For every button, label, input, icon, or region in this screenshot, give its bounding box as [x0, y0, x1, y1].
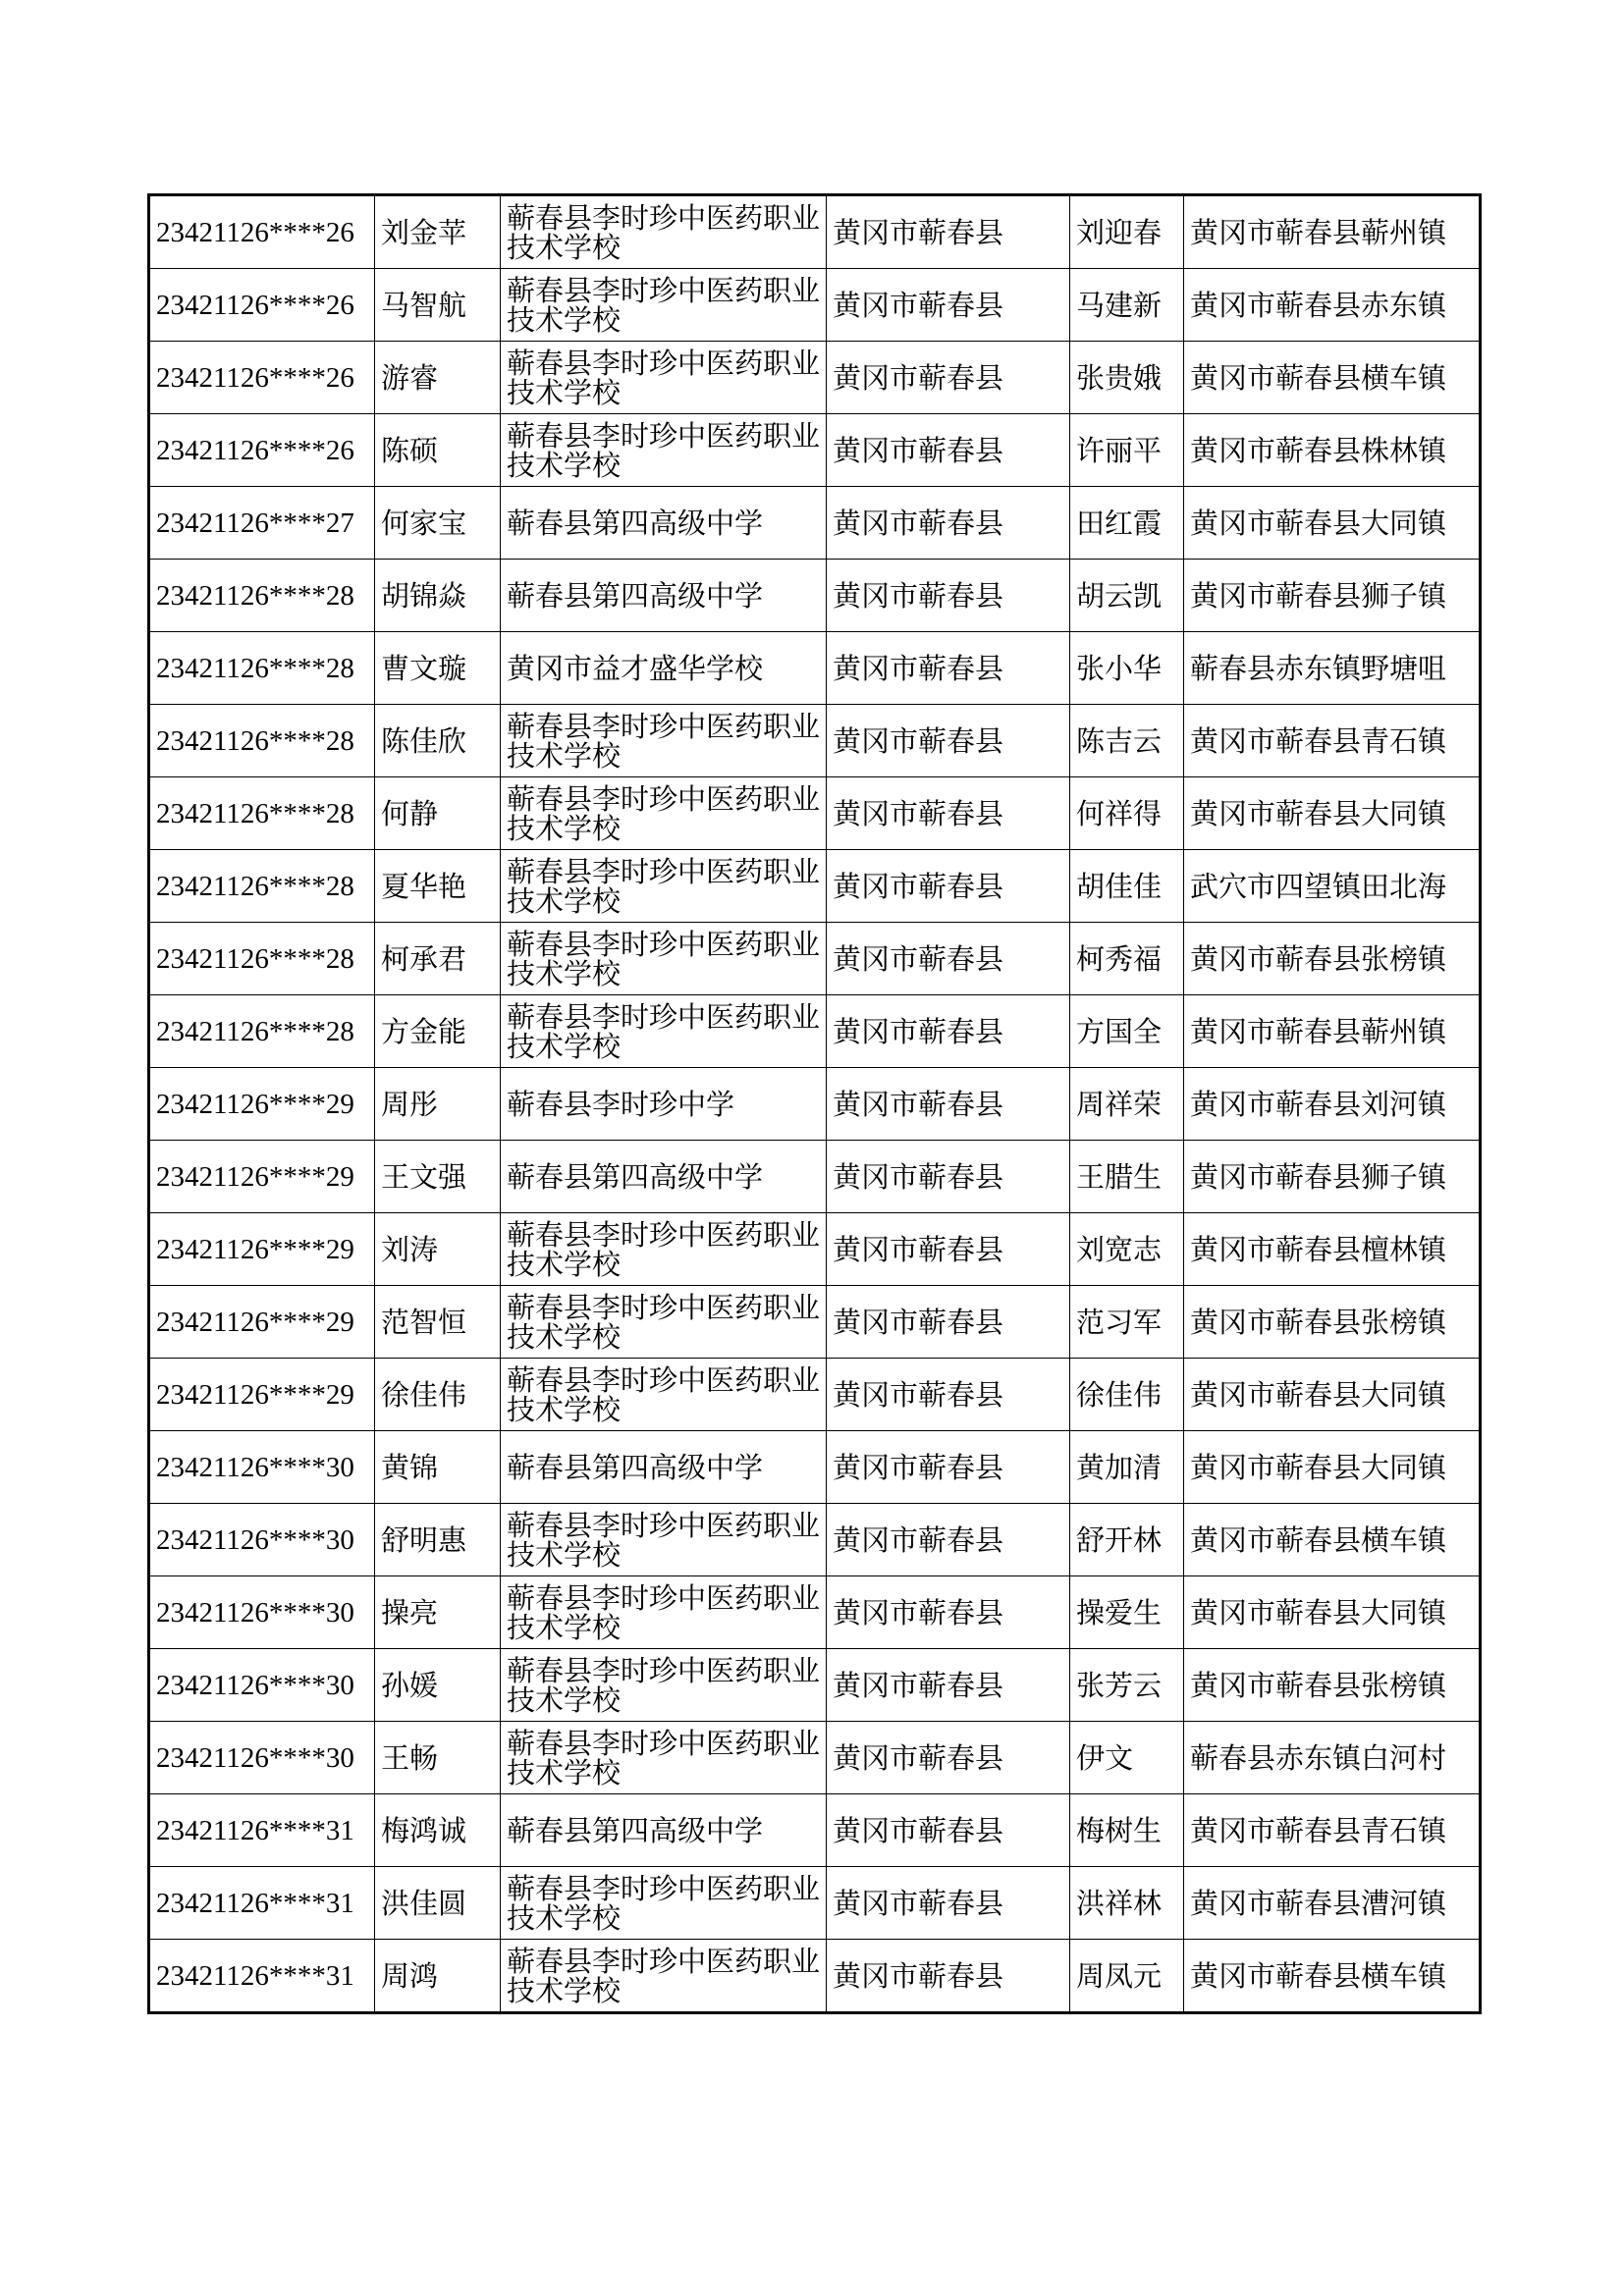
- address-cell: 黄冈市蕲春县青石镇: [1184, 1794, 1481, 1867]
- table-row: [149, 1359, 1481, 1431]
- school-cell: 蕲春县李时珍中医药职业技术学校: [501, 1286, 827, 1359]
- region-cell: 黄冈市蕲春县: [827, 1141, 1070, 1213]
- region-cell: 黄冈市蕲春县: [827, 414, 1070, 487]
- region-cell: 黄冈市蕲春县: [827, 560, 1070, 632]
- address-cell: 黄冈市蕲春县大同镇: [1184, 1359, 1481, 1431]
- address-cell: 黄冈市蕲春县张榜镇: [1184, 923, 1481, 995]
- region-cell: 黄冈市蕲春县: [827, 1431, 1070, 1504]
- table-row: [149, 487, 1481, 560]
- guardian-cell: 操爱生: [1070, 1576, 1184, 1649]
- id-cell: 23421126****28: [149, 995, 375, 1068]
- school-cell: 蕲春县第四高级中学: [501, 487, 827, 560]
- address-cell: 黄冈市蕲春县大同镇: [1184, 1576, 1481, 1649]
- school-cell: 蕲春县李时珍中医药职业技术学校: [501, 1504, 827, 1576]
- address-cell: 黄冈市蕲春县漕河镇: [1184, 1867, 1481, 1940]
- id-cell: 23421126****31: [149, 1794, 375, 1867]
- id-cell: 23421126****29: [149, 1286, 375, 1359]
- name-cell: 陈硕: [375, 414, 501, 487]
- id-cell: 23421126****29: [149, 1213, 375, 1286]
- region-cell: 黄冈市蕲春县: [827, 1504, 1070, 1576]
- region-cell: 黄冈市蕲春县: [827, 1068, 1070, 1141]
- school-cell: 蕲春县第四高级中学: [501, 1431, 827, 1504]
- region-cell: 黄冈市蕲春县: [827, 269, 1070, 342]
- table-row: [149, 850, 1481, 923]
- id-cell: 23421126****30: [149, 1576, 375, 1649]
- guardian-cell: 伊文: [1070, 1722, 1184, 1794]
- table-row: [149, 1576, 1481, 1649]
- school-cell: 蕲春县李时珍中医药职业技术学校: [501, 1940, 827, 2013]
- address-cell: 黄冈市蕲春县大同镇: [1184, 1431, 1481, 1504]
- region-cell: 黄冈市蕲春县: [827, 195, 1070, 269]
- name-cell: 操亮: [375, 1576, 501, 1649]
- id-cell: 23421126****28: [149, 632, 375, 705]
- name-cell: 范智恒: [375, 1286, 501, 1359]
- address-cell: 黄冈市蕲春县横车镇: [1184, 1504, 1481, 1576]
- id-cell: 23421126****30: [149, 1722, 375, 1794]
- id-cell: 23421126****26: [149, 269, 375, 342]
- guardian-cell: 徐佳伟: [1070, 1359, 1184, 1431]
- table-row: [149, 1141, 1481, 1213]
- name-cell: 胡锦焱: [375, 560, 501, 632]
- region-cell: 黄冈市蕲春县: [827, 995, 1070, 1068]
- region-cell: 黄冈市蕲春县: [827, 1867, 1070, 1940]
- guardian-cell: 马建新: [1070, 269, 1184, 342]
- school-cell: 蕲春县李时珍中医药职业技术学校: [501, 1649, 827, 1722]
- guardian-cell: 刘宽志: [1070, 1213, 1184, 1286]
- table-row: [149, 995, 1481, 1068]
- address-cell: 黄冈市蕲春县狮子镇: [1184, 1141, 1481, 1213]
- region-cell: 黄冈市蕲春县: [827, 1794, 1070, 1867]
- region-cell: 黄冈市蕲春县: [827, 1213, 1070, 1286]
- school-cell: 蕲春县李时珍中医药职业技术学校: [501, 923, 827, 995]
- school-cell: 蕲春县李时珍中学: [501, 1068, 827, 1141]
- guardian-cell: 王腊生: [1070, 1141, 1184, 1213]
- id-cell: 23421126****26: [149, 195, 375, 269]
- region-cell: 黄冈市蕲春县: [827, 777, 1070, 850]
- table-row: [149, 414, 1481, 487]
- guardian-cell: 舒开林: [1070, 1504, 1184, 1576]
- id-cell: 23421126****27: [149, 487, 375, 560]
- school-cell: 蕲春县李时珍中医药职业技术学校: [501, 777, 827, 850]
- address-cell: 黄冈市蕲春县刘河镇: [1184, 1068, 1481, 1141]
- table-row: [149, 1722, 1481, 1794]
- guardian-cell: 胡云凯: [1070, 560, 1184, 632]
- school-cell: 蕲春县李时珍中医药职业技术学校: [501, 1722, 827, 1794]
- address-cell: 蕲春县赤东镇白河村: [1184, 1722, 1481, 1794]
- region-cell: 黄冈市蕲春县: [827, 850, 1070, 923]
- address-cell: 黄冈市蕲春县大同镇: [1184, 777, 1481, 850]
- name-cell: 周彤: [375, 1068, 501, 1141]
- table-row: [149, 923, 1481, 995]
- name-cell: 刘金苹: [375, 195, 501, 269]
- name-cell: 马智航: [375, 269, 501, 342]
- name-cell: 黄锦: [375, 1431, 501, 1504]
- region-cell: 黄冈市蕲春县: [827, 1359, 1070, 1431]
- school-cell: 蕲春县李时珍中医药职业技术学校: [501, 342, 827, 414]
- table-row: [149, 1504, 1481, 1576]
- region-cell: 黄冈市蕲春县: [827, 342, 1070, 414]
- region-cell: 黄冈市蕲春县: [827, 1286, 1070, 1359]
- name-cell: 舒明惠: [375, 1504, 501, 1576]
- school-cell: 蕲春县李时珍中医药职业技术学校: [501, 995, 827, 1068]
- id-cell: 23421126****29: [149, 1359, 375, 1431]
- roster-body: [149, 195, 1481, 2013]
- guardian-cell: 胡佳佳: [1070, 850, 1184, 923]
- id-cell: 23421126****29: [149, 1068, 375, 1141]
- table-row: [149, 1940, 1481, 2013]
- id-cell: 23421126****30: [149, 1649, 375, 1722]
- school-cell: 蕲春县第四高级中学: [501, 560, 827, 632]
- region-cell: 黄冈市蕲春县: [827, 1722, 1070, 1794]
- name-cell: 夏华艳: [375, 850, 501, 923]
- name-cell: 何静: [375, 777, 501, 850]
- name-cell: 陈佳欣: [375, 705, 501, 777]
- table-row: [149, 269, 1481, 342]
- roster-table: [147, 193, 1482, 2014]
- region-cell: 黄冈市蕲春县: [827, 1940, 1070, 2013]
- address-cell: 黄冈市蕲春县张榜镇: [1184, 1286, 1481, 1359]
- id-cell: 23421126****26: [149, 414, 375, 487]
- address-cell: 黄冈市蕲春县檀林镇: [1184, 1213, 1481, 1286]
- name-cell: 王文强: [375, 1141, 501, 1213]
- table-row: [149, 1286, 1481, 1359]
- table-row: [149, 1867, 1481, 1940]
- region-cell: 黄冈市蕲春县: [827, 923, 1070, 995]
- region-cell: 黄冈市蕲春县: [827, 1649, 1070, 1722]
- school-cell: 蕲春县李时珍中医药职业技术学校: [501, 269, 827, 342]
- address-cell: 黄冈市蕲春县蕲州镇: [1184, 995, 1481, 1068]
- address-cell: 黄冈市蕲春县蕲州镇: [1184, 195, 1481, 269]
- school-cell: 蕲春县李时珍中医药职业技术学校: [501, 414, 827, 487]
- guardian-cell: 何祥得: [1070, 777, 1184, 850]
- guardian-cell: 黄加清: [1070, 1431, 1184, 1504]
- name-cell: 方金能: [375, 995, 501, 1068]
- table-row: [149, 1794, 1481, 1867]
- name-cell: 柯承君: [375, 923, 501, 995]
- table-row: [149, 195, 1481, 269]
- name-cell: 刘涛: [375, 1213, 501, 1286]
- id-cell: 23421126****30: [149, 1504, 375, 1576]
- school-cell: 蕲春县李时珍中医药职业技术学校: [501, 705, 827, 777]
- guardian-cell: 刘迎春: [1070, 195, 1184, 269]
- name-cell: 王畅: [375, 1722, 501, 1794]
- guardian-cell: 周祥荣: [1070, 1068, 1184, 1141]
- id-cell: 23421126****30: [149, 1431, 375, 1504]
- address-cell: 蕲春县赤东镇野塘咀: [1184, 632, 1481, 705]
- guardian-cell: 柯秀福: [1070, 923, 1184, 995]
- guardian-cell: 田红霞: [1070, 487, 1184, 560]
- guardian-cell: 张芳云: [1070, 1649, 1184, 1722]
- guardian-cell: 方国全: [1070, 995, 1184, 1068]
- guardian-cell: 周凤元: [1070, 1940, 1184, 2013]
- address-cell: 黄冈市蕲春县青石镇: [1184, 705, 1481, 777]
- name-cell: 游睿: [375, 342, 501, 414]
- school-cell: 蕲春县李时珍中医药职业技术学校: [501, 1213, 827, 1286]
- table-row: [149, 632, 1481, 705]
- region-cell: 黄冈市蕲春县: [827, 1576, 1070, 1649]
- address-cell: 黄冈市蕲春县株林镇: [1184, 414, 1481, 487]
- guardian-cell: 张贵娥: [1070, 342, 1184, 414]
- guardian-cell: 张小华: [1070, 632, 1184, 705]
- school-cell: 蕲春县李时珍中医药职业技术学校: [501, 195, 827, 269]
- address-cell: 黄冈市蕲春县张榜镇: [1184, 1649, 1481, 1722]
- name-cell: 曹文璇: [375, 632, 501, 705]
- guardian-cell: 范习军: [1070, 1286, 1184, 1359]
- address-cell: 黄冈市蕲春县横车镇: [1184, 1940, 1481, 2013]
- table-row: [149, 1068, 1481, 1141]
- table-row: [149, 1431, 1481, 1504]
- school-cell: 蕲春县李时珍中医药职业技术学校: [501, 1867, 827, 1940]
- table-row: [149, 1649, 1481, 1722]
- guardian-cell: 洪祥林: [1070, 1867, 1184, 1940]
- id-cell: 23421126****31: [149, 1940, 375, 2013]
- school-cell: 蕲春县李时珍中医药职业技术学校: [501, 1359, 827, 1431]
- name-cell: 洪佳圆: [375, 1867, 501, 1940]
- id-cell: 23421126****29: [149, 1141, 375, 1213]
- id-cell: 23421126****28: [149, 777, 375, 850]
- id-cell: 23421126****28: [149, 560, 375, 632]
- address-cell: 黄冈市蕲春县大同镇: [1184, 487, 1481, 560]
- table-row: [149, 705, 1481, 777]
- table-row: [149, 342, 1481, 414]
- table-row: [149, 560, 1481, 632]
- name-cell: 周鸿: [375, 1940, 501, 2013]
- table-row: [149, 777, 1481, 850]
- guardian-cell: 陈吉云: [1070, 705, 1184, 777]
- name-cell: 梅鸿诚: [375, 1794, 501, 1867]
- school-cell: 蕲春县第四高级中学: [501, 1794, 827, 1867]
- address-cell: 黄冈市蕲春县赤东镇: [1184, 269, 1481, 342]
- id-cell: 23421126****28: [149, 923, 375, 995]
- region-cell: 黄冈市蕲春县: [827, 632, 1070, 705]
- guardian-cell: 许丽平: [1070, 414, 1184, 487]
- name-cell: 孙媛: [375, 1649, 501, 1722]
- table-row: [149, 1213, 1481, 1286]
- id-cell: 23421126****28: [149, 850, 375, 923]
- school-cell: 蕲春县第四高级中学: [501, 1141, 827, 1213]
- name-cell: 徐佳伟: [375, 1359, 501, 1431]
- address-cell: 武穴市四望镇田北海: [1184, 850, 1481, 923]
- school-cell: 蕲春县李时珍中医药职业技术学校: [501, 1576, 827, 1649]
- region-cell: 黄冈市蕲春县: [827, 705, 1070, 777]
- id-cell: 23421126****31: [149, 1867, 375, 1940]
- school-cell: 黄冈市益才盛华学校: [501, 632, 827, 705]
- region-cell: 黄冈市蕲春县: [827, 487, 1070, 560]
- id-cell: 23421126****26: [149, 342, 375, 414]
- address-cell: 黄冈市蕲春县狮子镇: [1184, 560, 1481, 632]
- address-cell: 黄冈市蕲春县横车镇: [1184, 342, 1481, 414]
- name-cell: 何家宝: [375, 487, 501, 560]
- id-cell: 23421126****28: [149, 705, 375, 777]
- guardian-cell: 梅树生: [1070, 1794, 1184, 1867]
- school-cell: 蕲春县李时珍中医药职业技术学校: [501, 850, 827, 923]
